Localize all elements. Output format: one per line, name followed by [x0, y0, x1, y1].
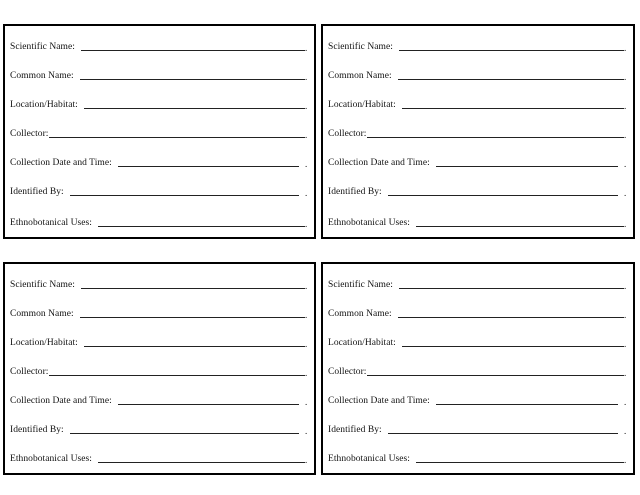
collection-date-time-row [328, 154, 627, 168]
collector-row [10, 363, 308, 377]
location-habitat-row [328, 96, 627, 110]
scientific-name-row [328, 38, 627, 52]
collection-date-time-field[interactable] [118, 166, 299, 167]
collector-field[interactable] [367, 375, 625, 376]
ethnobotanical-uses-row [10, 450, 308, 464]
common-name-row [328, 305, 627, 319]
identified-by-label: Identified By: [328, 425, 382, 435]
collection-date-time-label: Collection Date and Time: [10, 396, 112, 406]
end-mark: . [305, 130, 308, 140]
end-mark: . [624, 43, 627, 53]
identified-by-field[interactable] [388, 433, 618, 434]
collection-date-time-field[interactable] [436, 404, 618, 405]
common-name-label: Common Name: [10, 309, 74, 319]
end-mark: . [624, 72, 627, 82]
end-mark: . [305, 339, 308, 349]
location-habitat-row [10, 96, 308, 110]
common-name-label: Common Name: [10, 71, 74, 81]
end-mark: . [624, 339, 627, 349]
identified-by-label: Identified By: [10, 187, 64, 197]
end-mark: . [624, 368, 627, 378]
common-name-row [10, 67, 308, 81]
end-mark: . [305, 159, 308, 169]
end-mark: . [305, 455, 308, 465]
ethnobotanical-uses-label: Ethnobotanical Uses: [328, 218, 410, 228]
scientific-name-label: Scientific Name: [10, 42, 75, 52]
collection-date-time-label: Collection Date and Time: [328, 158, 430, 168]
identified-by-field[interactable] [70, 433, 299, 434]
collector-field[interactable] [367, 137, 625, 138]
location-habitat-field[interactable] [402, 108, 624, 109]
end-mark: . [624, 310, 627, 320]
end-mark: . [305, 368, 308, 378]
common-name-field[interactable] [398, 317, 624, 318]
end-mark: . [305, 426, 308, 436]
ethnobotanical-uses-row [10, 214, 308, 228]
common-name-field[interactable] [80, 79, 305, 80]
end-mark: . [624, 159, 627, 169]
end-mark: . [305, 397, 308, 407]
collector-field[interactable] [49, 375, 306, 376]
scientific-name-label: Scientific Name: [328, 280, 393, 290]
end-mark: . [305, 281, 308, 291]
ethnobotanical-uses-field[interactable] [416, 462, 624, 463]
end-mark: . [305, 219, 308, 229]
ethnobotanical-uses-field[interactable] [98, 462, 305, 463]
end-mark: . [305, 72, 308, 82]
end-mark: . [624, 426, 627, 436]
end-mark: . [624, 101, 627, 111]
scientific-name-row [328, 276, 627, 290]
scientific-name-label: Scientific Name: [328, 42, 393, 52]
end-mark: . [624, 219, 627, 229]
collection-date-time-label: Collection Date and Time: [10, 158, 112, 168]
specimen-label-card-4 [321, 262, 635, 475]
collection-date-time-field[interactable] [436, 166, 618, 167]
end-mark: . [624, 188, 627, 198]
scientific-name-field[interactable] [399, 50, 624, 51]
identified-by-field[interactable] [70, 195, 299, 196]
scientific-name-label: Scientific Name: [10, 280, 75, 290]
common-name-row [10, 305, 308, 319]
location-habitat-row [10, 334, 308, 348]
identified-by-row [328, 183, 627, 197]
common-name-label: Common Name: [328, 309, 392, 319]
collection-date-time-label: Collection Date and Time: [328, 396, 430, 406]
location-habitat-field[interactable] [84, 346, 305, 347]
identified-by-row [10, 183, 308, 197]
ethnobotanical-uses-row [328, 450, 627, 464]
collector-row [328, 125, 627, 139]
end-mark: . [305, 310, 308, 320]
identified-by-row [10, 421, 308, 435]
end-mark: . [624, 397, 627, 407]
location-habitat-field[interactable] [402, 346, 624, 347]
ethnobotanical-uses-field[interactable] [98, 226, 305, 227]
specimen-label-card-1 [3, 24, 316, 239]
common-name-field[interactable] [398, 79, 624, 80]
end-mark: . [624, 130, 627, 140]
scientific-name-field[interactable] [399, 288, 624, 289]
end-mark: . [305, 43, 308, 53]
identified-by-row [328, 421, 627, 435]
common-name-field[interactable] [80, 317, 305, 318]
collection-date-time-row [10, 154, 308, 168]
collection-date-time-field[interactable] [118, 404, 299, 405]
ethnobotanical-uses-field[interactable] [416, 226, 624, 227]
common-name-row [328, 67, 627, 81]
location-habitat-field[interactable] [84, 108, 305, 109]
specimen-label-card-3 [3, 262, 316, 475]
ethnobotanical-uses-row [328, 214, 627, 228]
scientific-name-row [10, 38, 308, 52]
collector-label: Collector: [328, 367, 367, 377]
location-habitat-label: Location/Habitat: [10, 100, 78, 110]
collector-field[interactable] [49, 137, 306, 138]
location-habitat-label: Location/Habitat: [328, 338, 396, 348]
ethnobotanical-uses-label: Ethnobotanical Uses: [10, 454, 92, 464]
end-mark: . [305, 101, 308, 111]
end-mark: . [624, 281, 627, 291]
scientific-name-field[interactable] [81, 288, 305, 289]
ethnobotanical-uses-label: Ethnobotanical Uses: [328, 454, 410, 464]
collection-date-time-row [328, 392, 627, 406]
collector-row [328, 363, 627, 377]
specimen-label-card-2 [321, 24, 635, 239]
collector-label: Collector: [10, 129, 49, 139]
scientific-name-row [10, 276, 308, 290]
collection-date-time-row [10, 392, 308, 406]
identified-by-field[interactable] [388, 195, 618, 196]
collector-row [10, 125, 308, 139]
identified-by-label: Identified By: [328, 187, 382, 197]
end-mark: . [305, 188, 308, 198]
end-mark: . [624, 455, 627, 465]
collector-label: Collector: [10, 367, 49, 377]
collector-label: Collector: [328, 129, 367, 139]
identified-by-label: Identified By: [10, 425, 64, 435]
location-habitat-label: Location/Habitat: [328, 100, 396, 110]
scientific-name-field[interactable] [81, 50, 305, 51]
common-name-label: Common Name: [328, 71, 392, 81]
location-habitat-row [328, 334, 627, 348]
location-habitat-label: Location/Habitat: [10, 338, 78, 348]
ethnobotanical-uses-label: Ethnobotanical Uses: [10, 218, 92, 228]
